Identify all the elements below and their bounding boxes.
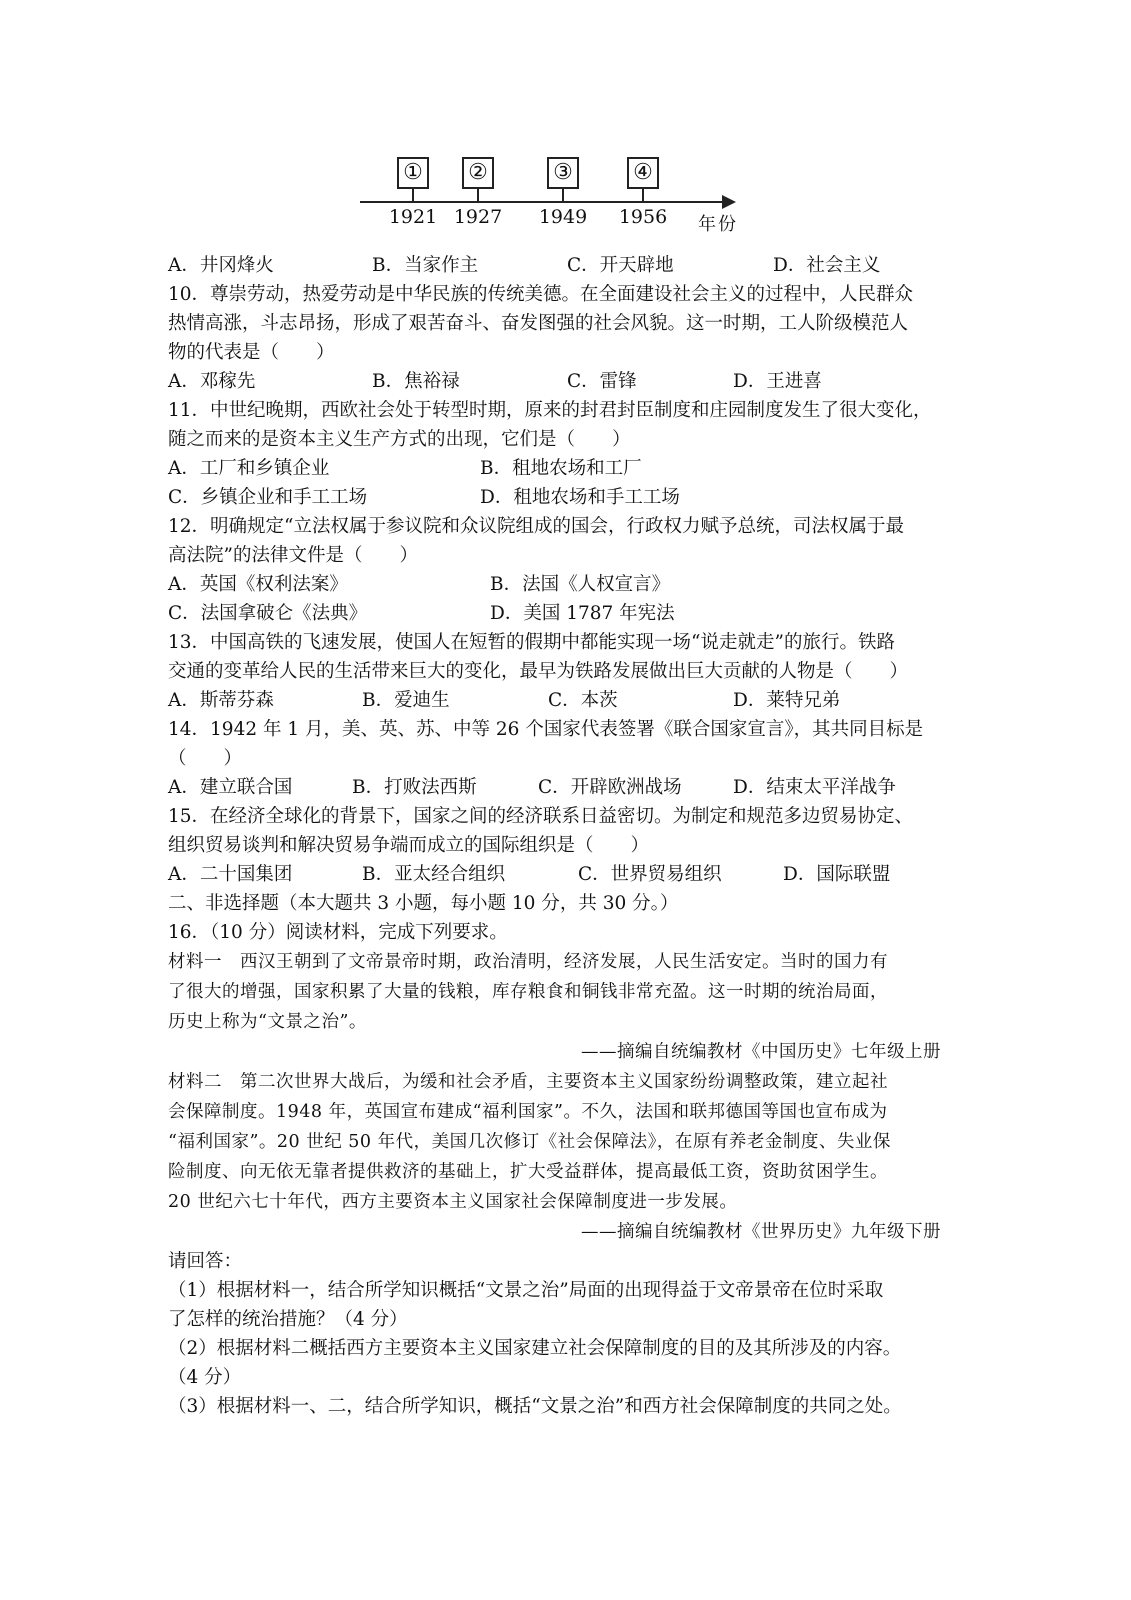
timeline-marker-4: ④ xyxy=(627,157,659,189)
q16-material1-source: ——摘编自统编教材《中国历史》七年级上册 xyxy=(581,1042,941,1062)
q14-option-c: C．开辟欧洲战场 xyxy=(538,777,682,798)
q16-material2-line: 材料二 第二次世界大战后，为缓和社会矛盾，主要资本主义国家纷纷调整政策，建立起社 xyxy=(168,1072,888,1092)
q16-material1-line: 了很大的增强，国家积累了大量的钱粮，库存粮食和铜钱非常充盈。这一时期的统治局面， xyxy=(168,982,888,1002)
timeline-tick xyxy=(562,189,564,201)
q16-material2-source: ——摘编自统编教材《世界历史》九年级下册 xyxy=(581,1222,941,1242)
q15-option-c: C．世界贸易组织 xyxy=(578,864,722,885)
q16-material1-line: 历史上称为“文景之治”。 xyxy=(168,1012,367,1032)
section-heading: 二、非选择题（本大题共 3 小题，每小题 10 分，共 30 分。） xyxy=(168,893,679,914)
q15-option-b: B．亚太经合组织 xyxy=(362,864,506,885)
q16-subquestion-line: （3）根据材料一、二，结合所学知识，概括“文景之治”和西方社会保障制度的共同之处。 xyxy=(168,1396,902,1417)
q9-option-b: B．当家作主 xyxy=(372,255,479,276)
q9-option-c: C．开天辟地 xyxy=(567,255,674,276)
q15-option-d: D．国际联盟 xyxy=(783,864,891,885)
q16-subquestion-line: （4 分） xyxy=(168,1367,242,1388)
q16-prompt: 请回答： xyxy=(168,1251,243,1272)
q13-stem-line: 13．中国高铁的飞速发展，使国人在短暂的假期中都能实现一场“说走就走”的旅行。铁路 xyxy=(168,632,895,653)
q15-option-a: A．二十国集团 xyxy=(168,864,293,885)
timeline-tick xyxy=(412,189,414,201)
timeline-marker-3: ③ xyxy=(547,157,579,189)
q10-stem-line: 物的代表是（ ） xyxy=(168,342,335,363)
timeline-arrow xyxy=(722,195,736,209)
q10-option-b: B．焦裕禄 xyxy=(372,371,460,392)
q11-option-d: D．租地农场和手工工场 xyxy=(480,487,680,508)
q14-stem-line: （ ） xyxy=(168,748,243,769)
q16-material1-line: 材料一 西汉王朝到了文帝景帝时期，政治清明，经济发展，人民生活安定。当时的国力有 xyxy=(168,952,888,972)
q12-option-b: B．法国《人权宣言》 xyxy=(490,574,671,595)
q13-option-a: A．斯蒂芬森 xyxy=(168,690,274,711)
q16-subquestion-line: （1）根据材料一，结合所学知识概括“文景之治”局面的出现得益于文帝景帝在位时采取 xyxy=(168,1280,884,1301)
q11-option-a: A．工厂和乡镇企业 xyxy=(168,458,330,479)
q16-material2-line: 险制度、向无依无靠者提供救济的基础上，扩大受益群体，提高最低工资，资助贫困学生。 xyxy=(168,1162,888,1182)
q16-material2-line: 会保障制度。1948 年，英国宣布建成“福利国家”。不久，法国和联邦德国等国也宣布成为 xyxy=(168,1102,888,1122)
timeline-axis xyxy=(360,201,726,203)
q11-option-b: B．租地农场和工厂 xyxy=(480,458,642,479)
q10-stem-line: 10．尊崇劳动，热爱劳动是中华民族的传统美德。在全面建设社会主义的过程中，人民群众 xyxy=(168,284,914,305)
q12-option-c: C．法国拿破仑《法典》 xyxy=(168,603,368,624)
q14-option-a: A．建立联合国 xyxy=(168,777,293,798)
q10-option-c: C．雷锋 xyxy=(567,371,637,392)
timeline-year: 1949 xyxy=(538,206,588,228)
q13-option-b: B．爱迪生 xyxy=(362,690,450,711)
q13-option-d: D．莱特兄弟 xyxy=(733,690,841,711)
q12-stem-line: 12．明确规定“立法权属于参议院和众议院组成的国会，行政权力赋予总统，司法权属于最 xyxy=(168,516,905,537)
q13-option-c: C．本茨 xyxy=(548,690,618,711)
q11-stem-line: 11．中世纪晚期，西欧社会处于转型时期，原来的封君封臣制度和庄园制度发生了很大变化， xyxy=(168,400,932,421)
q16-material2-line: 20 世纪六七十年代，西方主要资本主义国家社会保障制度进一步发展。 xyxy=(168,1192,738,1212)
q13-stem-line: 交通的变革给人民的生活带来巨大的变化，最早为铁路发展做出巨大贡献的人物是（ ） xyxy=(168,661,909,682)
timeline-year: 1921 xyxy=(388,206,438,228)
q16-stem: 16．（10 分）阅读材料，完成下列要求。 xyxy=(168,922,508,943)
q14-option-d: D．结束太平洋战争 xyxy=(733,777,896,798)
q10-stem-line: 热情高涨，斗志昂扬，形成了艰苦奋斗、奋发图强的社会风貌。这一时期，工人阶级模范人 xyxy=(168,313,909,334)
q15-stem-line: 15．在经济全球化的背景下，国家之间的经济联系日益密切。为制定和规范多边贸易协定、 xyxy=(168,806,914,827)
q9-option-d: D．社会主义 xyxy=(773,255,881,276)
timeline-tick xyxy=(477,189,479,201)
timeline-marker-1: ① xyxy=(397,157,429,189)
q14-stem-line: 14．1942 年 1 月，美、英、苏、中等 26 个国家代表签署《联合国家宣言》，其共同目标是 xyxy=(168,719,924,740)
q11-option-c: C．乡镇企业和手工工场 xyxy=(168,487,368,508)
timeline-tick xyxy=(642,189,644,201)
q10-option-a: A．邓稼先 xyxy=(168,371,256,392)
q16-subquestion-line: 了怎样的统治措施？（4 分） xyxy=(168,1309,408,1330)
q15-stem-line: 组织贸易谈判和解决贸易争端而成立的国际组织是（ ） xyxy=(168,835,650,856)
timeline-diagram xyxy=(360,150,780,240)
q14-option-b: B．打败法西斯 xyxy=(352,777,477,798)
q12-option-d: D．美国 1787 年宪法 xyxy=(490,603,675,624)
q11-stem-line: 随之而来的是资本主义生产方式的出现，它们是（ ） xyxy=(168,429,631,450)
timeline-year: 1927 xyxy=(453,206,503,228)
q16-subquestion-line: （2）根据材料二概括西方主要资本主义国家建立社会保障制度的目的及其所涉及的内容。 xyxy=(168,1338,902,1359)
timeline-unit-label: 年份 xyxy=(698,214,738,235)
timeline-marker-2: ② xyxy=(462,157,494,189)
q16-material2-line: “福利国家”。20 世纪 50 年代，美国几次修订《社会保障法》，在原有养老金制度、失业保 xyxy=(168,1132,891,1152)
q12-option-a: A．英国《权利法案》 xyxy=(168,574,348,595)
q10-option-d: D．王进喜 xyxy=(733,371,822,392)
q12-stem-line: 高法院”的法律文件是（ ） xyxy=(168,545,418,566)
q9-option-a: A．井冈烽火 xyxy=(168,255,274,276)
timeline-year: 1956 xyxy=(618,206,668,228)
